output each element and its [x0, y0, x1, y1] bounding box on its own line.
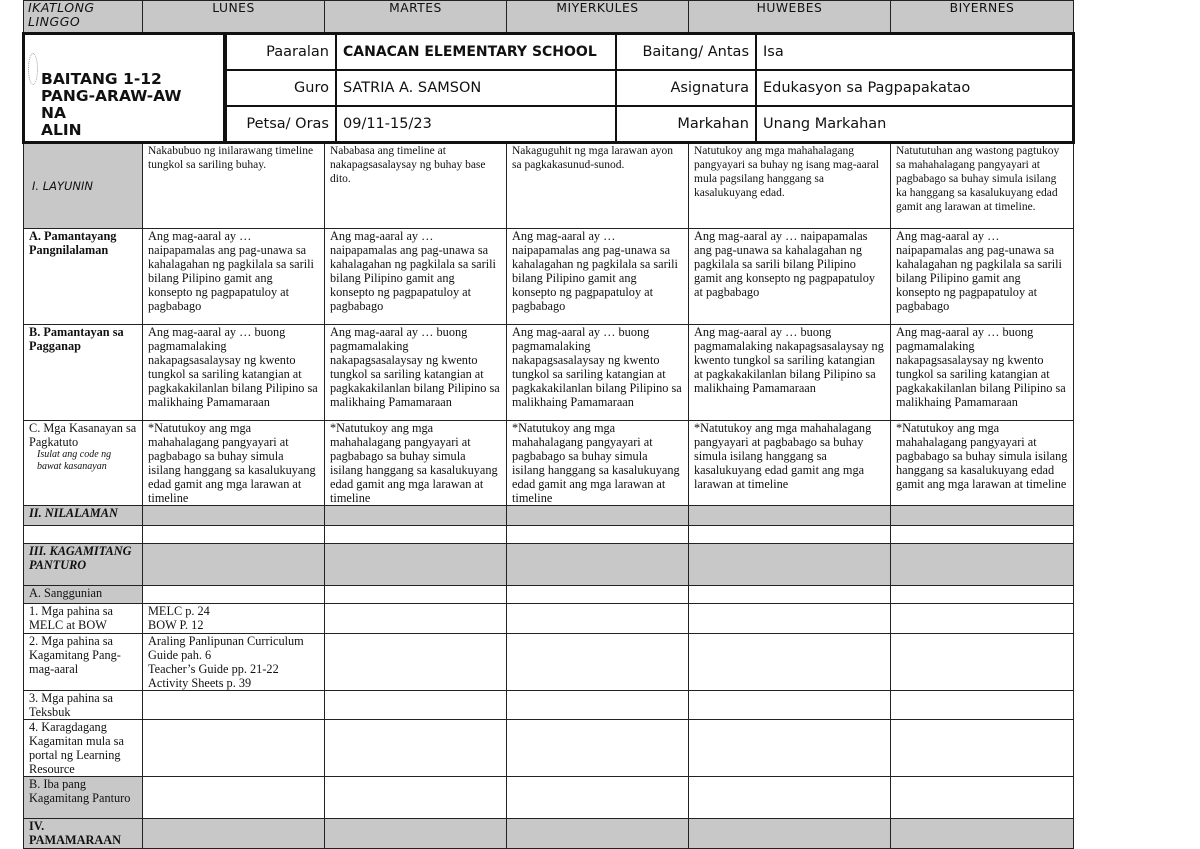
- school-label: Paaralan: [226, 35, 336, 70]
- day-cell[interactable]: [507, 819, 689, 849]
- day-thursday: HUWEBES: [689, 1, 891, 34]
- table-row: [24, 544, 1074, 586]
- day-cell[interactable]: Natutukoy ang mga mahahalagang pangyayari sa buhay ng isang mag-aaral mula pagsilang hanggang sa kasalukuyang edad.: [689, 143, 891, 229]
- day-tuesday: MARTES: [325, 1, 507, 34]
- row-label: [24, 421, 143, 506]
- day-cell[interactable]: [891, 691, 1074, 720]
- day-cell[interactable]: *Natutukoy ang mga mahahalagang pangyayari at pagbabago sa buhay simula isilang hanggang sa kasalukuyang edad gamit ang mga larawan at timeline: [143, 421, 325, 506]
- row-label-text: C. Mga Kasanayan sa Pagkatuto: [29, 421, 137, 449]
- day-cell[interactable]: [507, 691, 689, 720]
- day-cell[interactable]: [689, 586, 891, 604]
- day-cell[interactable]: [143, 691, 325, 720]
- date-label: Petsa/ Oras: [226, 106, 336, 141]
- document-title: BAITANG 1-12 PANG-ARAW-AW NA ALIN: [41, 70, 182, 139]
- teacher-value: SATRIA A. SAMSON: [336, 70, 616, 106]
- day-cell[interactable]: Nakaguguhit ng mga larawan ayon sa pagkakasunud-sunod.: [507, 143, 689, 229]
- day-cell[interactable]: Ang mag-aaral ay … naipapamalas ang pag-unawa sa kahalagahan ng pagkilala sa sarili bilang Pilipino gamit ang konsepto ng pagpapatuloy at pagbabago: [689, 229, 891, 325]
- day-cell[interactable]: [325, 586, 507, 604]
- row-label-text: A. Sanggunian: [29, 586, 103, 600]
- day-wednesday: MIYERKULES: [507, 1, 689, 34]
- row-label: [24, 506, 143, 526]
- table-row: [24, 604, 1074, 634]
- day-cell[interactable]: [325, 506, 507, 526]
- day-cell[interactable]: Araling Panlipunan Curriculum Guide pah. 6 Teacher’s Guide pp. 21-22 Activity Sheets p. 39: [143, 634, 325, 691]
- day-cell[interactable]: [689, 777, 891, 819]
- table-row: [24, 325, 1074, 421]
- day-cell[interactable]: Ang mag-aaral ay … naipapamalas ang pag-unawa sa kahalagahan ng pagkilala sa sarili bilang Pilipino gamit ang konsepto ng pagpapatuloy at pagbabago: [143, 229, 325, 325]
- row-label: [24, 143, 143, 229]
- day-cell[interactable]: Ang mag-aaral ay … naipapamalas ang pag-unawa sa kahalagahan ng pagkilala sa sarili bilang Pilipino gamit ang konsepto ng pagpapatuloy at pagbabago: [325, 229, 507, 325]
- day-cell[interactable]: [689, 506, 891, 526]
- school-info-frame: [24, 34, 1074, 143]
- day-cell[interactable]: Ang mag-aaral ay … naipapamalas ang pag-unawa sa kahalagahan ng pagkilala sa sarili bilang Pilipino gamit ang konsepto ng pagpapatuloy at pagbabago: [507, 229, 689, 325]
- table-row: [24, 526, 1074, 544]
- day-cell[interactable]: [143, 544, 325, 586]
- subject-value: Edukasyon sa Pagpapakatao: [756, 70, 1072, 106]
- day-cell[interactable]: [689, 819, 891, 849]
- row-label: [24, 325, 143, 421]
- day-friday: BIYERNES: [891, 1, 1074, 34]
- day-cell[interactable]: Ang mag-aaral ay … buong pagmamalaking nakapagsasalaysay ng kwento tungkol sa sariling katangian at pagkakakilanlan bilang Pilipino sa malikhaing Pamamaraan: [891, 325, 1074, 421]
- day-cell[interactable]: Nakabubuo ng inilarawang timeline tungkol sa sariling buhay.: [143, 143, 325, 229]
- school-info-table: [225, 35, 1072, 141]
- day-cell[interactable]: [143, 819, 325, 849]
- day-cell[interactable]: [143, 526, 325, 544]
- table-row: [24, 634, 1074, 691]
- row-label: [24, 777, 143, 819]
- day-cell[interactable]: [891, 819, 1074, 849]
- day-cell[interactable]: *Natutukoy ang mga mahahalagang pangyayari at pagbabago sa buhay simula isilang hanggang sa kasalukuyang edad gamit ang mga larawan at timeline: [325, 421, 507, 506]
- row-label: [24, 819, 143, 849]
- day-cell[interactable]: [507, 634, 689, 691]
- day-cell[interactable]: [891, 604, 1074, 634]
- day-cell[interactable]: Ang mag-aaral ay … buong pagmamalaking nakapagsasalaysay ng kwento tungkol sa sariling katangian at pagkakakilanlan bilang Pilipino sa malikhaing Pamamaraan: [143, 325, 325, 421]
- day-cell[interactable]: Ang mag-aaral ay … buong pagmamalaking nakapagsasalaysay ng kwento tungkol sa sariling katangian at pagkakakilanlan bilang Pilipino sa malikhaing Pamamaraan: [689, 325, 891, 421]
- day-cell[interactable]: [325, 544, 507, 586]
- day-cell[interactable]: [143, 777, 325, 819]
- day-cell[interactable]: [891, 720, 1074, 777]
- day-cell[interactable]: Nababasa ang timeline at nakapagsasalaysay ng buhay base dito.: [325, 143, 507, 229]
- row-label-text: 1. Mga pahina sa MELC at BOW: [29, 604, 114, 632]
- day-monday: LUNES: [143, 1, 325, 34]
- row-label: [24, 720, 143, 777]
- grade-value: Isa: [756, 35, 1072, 70]
- row-label: [24, 634, 143, 691]
- school-info-row: [24, 34, 1074, 143]
- day-cell[interactable]: [325, 604, 507, 634]
- teacher-label: Guro: [226, 70, 336, 106]
- day-cell[interactable]: [143, 586, 325, 604]
- row-label-text: 3. Mga pahina sa Teksbuk: [29, 691, 114, 719]
- table-row: [24, 691, 1074, 720]
- row-label: [24, 526, 143, 544]
- row-label: [24, 229, 143, 325]
- week-label: IKATLONG LINGGO: [24, 1, 143, 34]
- row-label-text: 2. Mga pahina sa Kagamitang Pang-mag-aaral: [29, 634, 121, 676]
- day-cell[interactable]: [507, 777, 689, 819]
- row-label-text: A. Pamantayang Pangnilalaman: [29, 229, 117, 257]
- day-cell[interactable]: Ang mag-aaral ay … naipapamalas ang pag-unawa sa kahalagahan ng pagkilala sa sarili bilang Pilipino gamit ang konsepto ng pagpapatuloy at pagbabago: [891, 229, 1074, 325]
- day-cell[interactable]: [507, 544, 689, 586]
- date-value: 09/11-15/23: [336, 106, 616, 141]
- day-cell[interactable]: [507, 720, 689, 777]
- day-cell[interactable]: [507, 604, 689, 634]
- day-cell[interactable]: [891, 526, 1074, 544]
- row-label: [24, 691, 143, 720]
- row-label-text: IV. PAMAMARAAN: [29, 819, 121, 847]
- table-row: [24, 586, 1074, 604]
- school-value: CANACAN ELEMENTARY SCHOOL: [336, 35, 616, 70]
- day-cell[interactable]: MELC p. 24 BOW P. 12: [143, 604, 325, 634]
- day-cell[interactable]: [143, 720, 325, 777]
- day-cell[interactable]: [689, 604, 891, 634]
- day-cell[interactable]: [689, 634, 891, 691]
- table-row: [24, 819, 1074, 849]
- day-cell[interactable]: [143, 506, 325, 526]
- day-cell[interactable]: *Natutukoy ang mga mahahalagang pangyayari at pagbabago sa buhay simula isilang hanggang sa kasalukuyang edad gamit ang mga larawan at timeline: [689, 421, 891, 506]
- table-row: [24, 421, 1074, 506]
- header-row: [24, 1, 1074, 34]
- day-cell[interactable]: Natututuhan ang wastong pagtukoy sa mahahalagang pangyayari at pagbabago sa buhay simula isilang ka hanggang sa kasalukuyang edad gamit ang larawan at timeline.: [891, 143, 1074, 229]
- row-label: [24, 604, 143, 634]
- day-cell[interactable]: *Natutukoy ang mga mahahalagang pangyayari at pagbabago sa buhay simula isilang hanggang sa kasalukuyang edad gamit ang mga larawan at timeline: [507, 421, 689, 506]
- day-cell[interactable]: [507, 506, 689, 526]
- table-row: [24, 777, 1074, 819]
- day-cell[interactable]: [891, 634, 1074, 691]
- subject-label: Asignatura: [616, 70, 756, 106]
- day-cell[interactable]: [891, 777, 1074, 819]
- day-cell[interactable]: [689, 720, 891, 777]
- day-cell[interactable]: *Natutukoy ang mga mahahalagang pangyayari at pagbabago sa buhay simula isilang hanggang sa kasalukuyang edad gamit ang mga larawan at timeline: [891, 421, 1074, 506]
- day-cell[interactable]: [689, 544, 891, 586]
- document-title-box: [25, 35, 225, 141]
- day-cell[interactable]: [891, 506, 1074, 526]
- grade-label: Baitang/ Antas: [616, 35, 756, 70]
- row-label: [24, 544, 143, 586]
- day-cell[interactable]: Ang mag-aaral ay … buong pagmamalaking nakapagsasalaysay ng kwento tungkol sa sariling katangian at pagkakakilanlan bilang Pilipino sa malikhaing Pamamaraan: [325, 325, 507, 421]
- day-cell[interactable]: Ang mag-aaral ay … buong pagmamalaking nakapagsasalaysay ng kwento tungkol sa sariling katangian at pagkakakilanlan bilang Pilipino sa malikhaing Pamamaraan: [507, 325, 689, 421]
- day-cell[interactable]: [689, 691, 891, 720]
- day-cell[interactable]: [891, 586, 1074, 604]
- row-sublabel: Isulat ang code ng bawat kasanayan: [37, 449, 112, 472]
- day-cell[interactable]: [891, 544, 1074, 586]
- row-label-text: 4. Karagdagang Kagamitan mula sa portal ng Learning Resource: [29, 720, 124, 776]
- lesson-log-table: [22, 0, 1075, 849]
- day-cell[interactable]: [325, 526, 507, 544]
- row-label-text: B. Pamantayan sa Pagganap: [29, 325, 124, 353]
- school-logo-icon: [28, 53, 38, 85]
- day-cell[interactable]: [325, 691, 507, 720]
- day-cell[interactable]: [507, 586, 689, 604]
- row-label-text: II. NILALAMAN: [29, 506, 118, 520]
- day-cell[interactable]: [325, 819, 507, 849]
- table-row: [24, 143, 1074, 229]
- day-cell[interactable]: [325, 720, 507, 777]
- row-label: [24, 586, 143, 604]
- table-row: [24, 720, 1074, 777]
- quarter-label: Markahan: [616, 106, 756, 141]
- row-label-text: III. KAGAMITANG PANTURO: [29, 544, 132, 572]
- day-cell[interactable]: [325, 634, 507, 691]
- day-cell[interactable]: [689, 526, 891, 544]
- row-label-text: I. LAYUNIN: [32, 179, 94, 193]
- day-cell[interactable]: [325, 777, 507, 819]
- row-label-text: B. Iba pang Kagamitang Panturo: [29, 777, 131, 805]
- table-row: [24, 506, 1074, 526]
- table-row: [24, 229, 1074, 325]
- day-cell[interactable]: [507, 526, 689, 544]
- quarter-value: Unang Markahan: [756, 106, 1072, 141]
